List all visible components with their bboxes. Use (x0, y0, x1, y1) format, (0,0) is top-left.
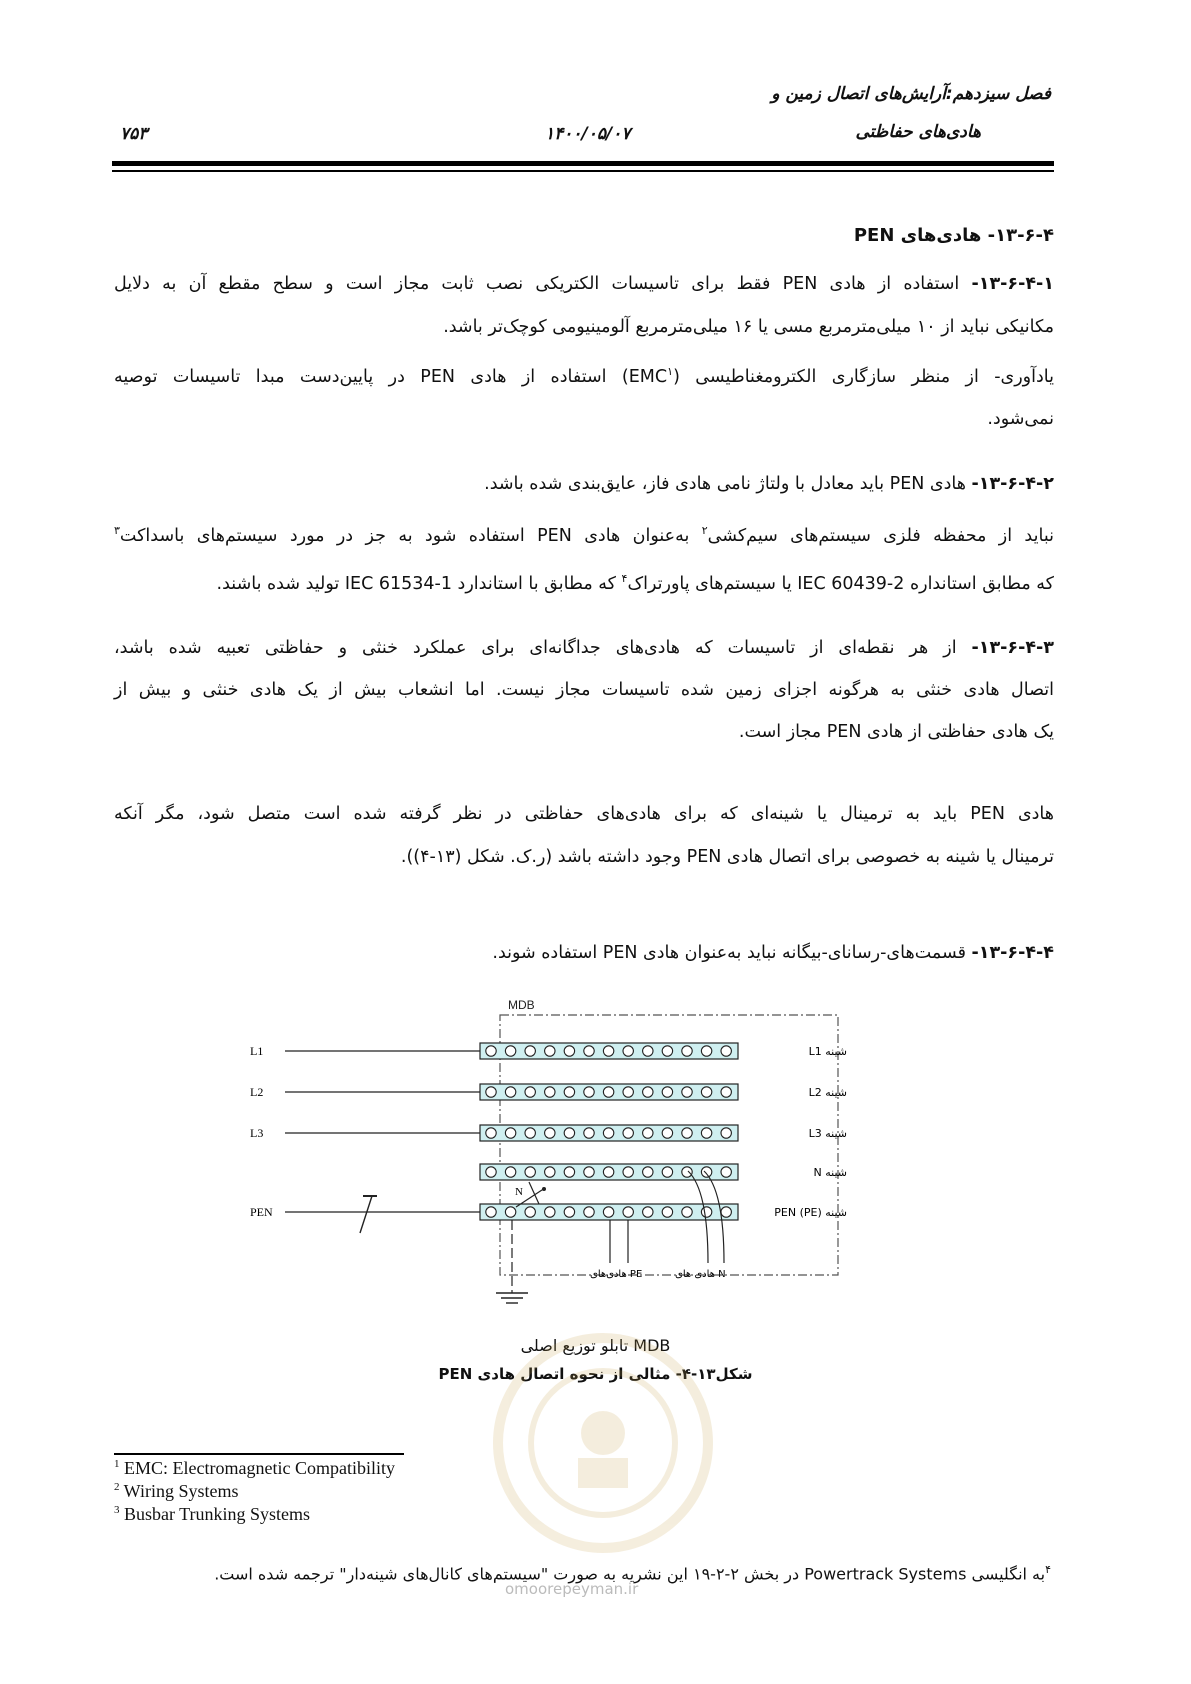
footnote-ref: ۴ (621, 572, 628, 585)
paragraph-text: استفاده از هادی PEN فقط برای تاسیسات الکتریکی نصب ثابت مجاز است و سطح مقطع آن به دلایل (114, 274, 972, 294)
footnote-number: ۴ (1045, 1563, 1051, 1576)
clause-number: ۱۳-۶-۴-۱- (971, 274, 1054, 294)
paragraph-line (114, 476, 1054, 494)
paragraph-text: که مطابق با استاندارد IEC 61534-1 تولید شده باشند. (216, 573, 622, 594)
busbar-terminal (603, 1128, 613, 1138)
paragraph-line: هادی PEN باید به ترمینال یا شینه‌ای که برای هادی‌های حفاظتی در نظر گرفته شده است متصل شود، مگر آنکه (114, 804, 1054, 824)
line-label-l2: L2 (250, 1085, 264, 1099)
busbar-terminal (623, 1128, 633, 1138)
busbar-terminal (682, 1046, 692, 1056)
busbar-terminal (662, 1207, 672, 1217)
paragraph-3 (114, 476, 1054, 500)
busbar-terminal (721, 1207, 731, 1217)
page-number: ۷۵۳ (120, 124, 148, 144)
busbar-terminal (701, 1046, 711, 1056)
busbar-terminal (584, 1167, 594, 1177)
paragraph-text: از هر نقطه‌ای از تاسیسات که هادی‌های جداگانه‌ای برای عملکرد خنثی و حفاظتی تعبیه شده باشد، (114, 638, 972, 658)
busbar-terminal (643, 1046, 653, 1056)
clause-number: ۱۳-۶-۴-۲- (971, 474, 1054, 494)
header-rule-thick (112, 161, 1054, 166)
busbar-terminal (584, 1207, 594, 1217)
footnote-number: 1 (114, 1458, 120, 1470)
busbar-terminal (721, 1167, 731, 1177)
busbar-terminal (584, 1128, 594, 1138)
busbar-terminal (525, 1207, 535, 1217)
pe-conductors-label: هادی‌های PE (590, 1269, 643, 1280)
busbar-terminal (701, 1128, 711, 1138)
clause-number: ۱۳-۶-۴-۳- (971, 638, 1054, 658)
busbar-terminal (662, 1087, 672, 1097)
bus-label-l1: شینه L1 (808, 1045, 847, 1058)
line-label-l3: L3 (250, 1126, 264, 1140)
busbar-terminal (525, 1128, 535, 1138)
busbar-terminal (545, 1207, 555, 1217)
paragraph-line (114, 525, 1054, 545)
paragraph-6 (114, 806, 1054, 866)
busbar-terminal (505, 1167, 515, 1177)
busbar-terminal (662, 1046, 672, 1056)
paragraph-text: ) استفاده از هادی PEN در پایین‌دست مبدا تاسیسات توصیه (114, 366, 629, 387)
paragraph-line (114, 573, 1054, 593)
mdb-label: MDB (508, 998, 535, 1012)
busbar-terminal (564, 1046, 574, 1056)
busbar-terminal (643, 1128, 653, 1138)
busbar-terminal (643, 1087, 653, 1097)
paragraph-text: هادی PEN باید معادل با ولتاژ نامی هادی فاز، عایق‌بندی شده باشد. (484, 474, 972, 494)
footnote-text: Wiring Systems (119, 1481, 239, 1501)
paragraph-line: مکانیکی نباید از ۱۰ میلی‌مترمربع مسی یا ۱۶ میلی‌مترمربع آلومینیومی کوچک‌تر باشد. (443, 317, 1054, 337)
n-link-label: N (515, 1186, 523, 1198)
footnote-number: 2 (114, 1481, 120, 1493)
busbar-terminal (623, 1046, 633, 1056)
busbar-terminal (603, 1167, 613, 1177)
paragraph-text: قسمت‌های-رسانای-بیگانه نباید به‌عنوان هادی PEN استفاده شوند. (492, 943, 972, 963)
busbar-terminal (721, 1087, 731, 1097)
paragraph-7 (114, 945, 1054, 969)
paragraph-line (114, 366, 1054, 386)
busbar-terminal (643, 1167, 653, 1177)
busbar-terminal (545, 1167, 555, 1177)
footnote-ref: ۳ (114, 524, 120, 537)
paragraph-line: ترمینال یا شینه به خصوصی برای اتصال هادی PEN وجود داشته باشد (ر.ک. شکل (۱۳-۴)). (400, 847, 1054, 867)
busbar-terminal (623, 1167, 633, 1177)
watermark-logo (488, 1328, 718, 1558)
paragraph-note (114, 365, 1054, 429)
busbar-terminal (623, 1087, 633, 1097)
bus-label-l2: شینه L2 (808, 1086, 847, 1099)
line-label-pen: PEN (250, 1205, 273, 1219)
busbar-terminal (564, 1087, 574, 1097)
busbar-terminal (682, 1207, 692, 1217)
pen-cable-mark (360, 1196, 372, 1233)
header-chapter-title: فصل سیزدهم:آرایش‌های اتصال زمین و (771, 84, 1051, 104)
busbar-terminal (603, 1087, 613, 1097)
footnote-3 (114, 1504, 310, 1525)
paragraph-line (114, 945, 1054, 963)
busbar-terminal (721, 1128, 731, 1138)
busbar-terminal (505, 1046, 515, 1056)
paragraph-line: اتصال هادی خنثی به هرگونه اجزای زمین شده تاسیسات مجاز نیست. اما انشعاب بیش از یک هادی خنثی و بیش از (114, 680, 1054, 700)
footnote-text: به انگلیسی Powertrack Systems در بخش ۲-۲-۱۹ این نشریه به صورت "سیستم‌های کانال‌های شینه‌دار" ترجمه شده است. (214, 1564, 1046, 1584)
footnote-1 (114, 1458, 395, 1479)
paragraph-4 (114, 524, 1054, 594)
busbar-terminal (564, 1167, 574, 1177)
footnote-ref: ۲ (701, 524, 708, 537)
busbar-terminal (701, 1087, 711, 1097)
pen-connection-diagram (250, 995, 980, 1335)
busbar-terminal (486, 1046, 496, 1056)
busbar-terminal (525, 1167, 535, 1177)
busbar-terminal (564, 1207, 574, 1217)
busbar-terminal (701, 1207, 711, 1217)
figure-caption-legend: MDB تابلو توزیع اصلی (520, 1336, 671, 1355)
paragraph-line: نمی‌شود. (987, 409, 1054, 429)
footnote-text: EMC: Electromagnetic Compatibility (119, 1458, 395, 1478)
clause-number: ۱۳-۶-۴-۴- (971, 943, 1054, 963)
busbar-terminal (486, 1167, 496, 1177)
busbar-terminal (682, 1128, 692, 1138)
busbar-terminal (603, 1207, 613, 1217)
busbar-terminal (486, 1128, 496, 1138)
header-chapter-subtitle: هادی‌های حفاظتی (855, 122, 981, 142)
bus-label-pen: شینه PEN (PE) (774, 1206, 847, 1219)
n-link-dot (542, 1187, 546, 1191)
figure-caption-title: شکل۱۳-۴- مثالی از نحوه اتصال هادی PEN (438, 1365, 753, 1383)
busbar-terminal (545, 1128, 555, 1138)
busbar-terminal (643, 1207, 653, 1217)
paragraph-1 (114, 276, 1054, 336)
busbar-terminal (584, 1087, 594, 1097)
busbar-terminal (486, 1087, 496, 1097)
bus-label-l3: شینه L3 (808, 1127, 847, 1140)
footnote-4 (214, 1563, 1051, 1583)
header-rule-thin (112, 170, 1054, 172)
footnote-2 (114, 1481, 238, 1502)
busbar-terminal (682, 1087, 692, 1097)
header-date: ۱۴۰۰/۰۵/۰۷ (545, 124, 631, 144)
watermark-text: omoorepeyman.ir (505, 1580, 639, 1598)
busbar-terminal (525, 1087, 535, 1097)
busbar-terminal (721, 1046, 731, 1056)
footnote-rule (114, 1453, 404, 1455)
paragraph-text: EMC (628, 366, 668, 387)
paragraph-text: که مطابق استانداره IEC 60439-2 یا سیستم‌های پاورتراک (627, 573, 1054, 594)
n-conductors-label: هادی های N (675, 1269, 726, 1280)
paragraph-text: نباید از محفظه فلزی سیستم‌های سیم‌کشی (707, 525, 1054, 546)
paragraph-line (114, 276, 1054, 294)
busbar-terminal (545, 1046, 555, 1056)
busbar-terminal (603, 1046, 613, 1056)
busbar-terminal (662, 1128, 672, 1138)
busbar-terminal (701, 1167, 711, 1177)
busbar-terminal (505, 1128, 515, 1138)
paragraph-5 (114, 640, 1054, 740)
paragraph-line: یک هادی حفاظتی از هادی PEN مجاز است. (738, 722, 1054, 742)
busbar-terminal (525, 1046, 535, 1056)
paragraph-line (114, 640, 1054, 658)
busbar-terminal (584, 1046, 594, 1056)
line-label-l1: L1 (250, 1044, 264, 1058)
busbar-terminal (505, 1087, 515, 1097)
busbar-terminal (486, 1207, 496, 1217)
busbar-terminal (564, 1128, 574, 1138)
busbar-terminal (662, 1167, 672, 1177)
busbar-terminal (682, 1167, 692, 1177)
paragraph-text: یادآوری- از منظر سازگاری الکترومغناطیسی ( (673, 366, 1054, 387)
footnote-number: 3 (114, 1504, 120, 1516)
busbar-terminal (505, 1207, 515, 1217)
paragraph-text: به‌عنوان هادی PEN استفاده شود به جز در مورد سیستم‌های باسداکت (119, 525, 702, 546)
bus-label-n: شینه N (813, 1166, 847, 1179)
footnote-ref: ۱ (667, 365, 674, 378)
busbar-terminal (623, 1207, 633, 1217)
busbar-terminal (545, 1087, 555, 1097)
section-heading: ۱۳-۶-۴- هادی‌های PEN (853, 225, 1054, 246)
footnote-text: Busbar Trunking Systems (119, 1504, 311, 1524)
